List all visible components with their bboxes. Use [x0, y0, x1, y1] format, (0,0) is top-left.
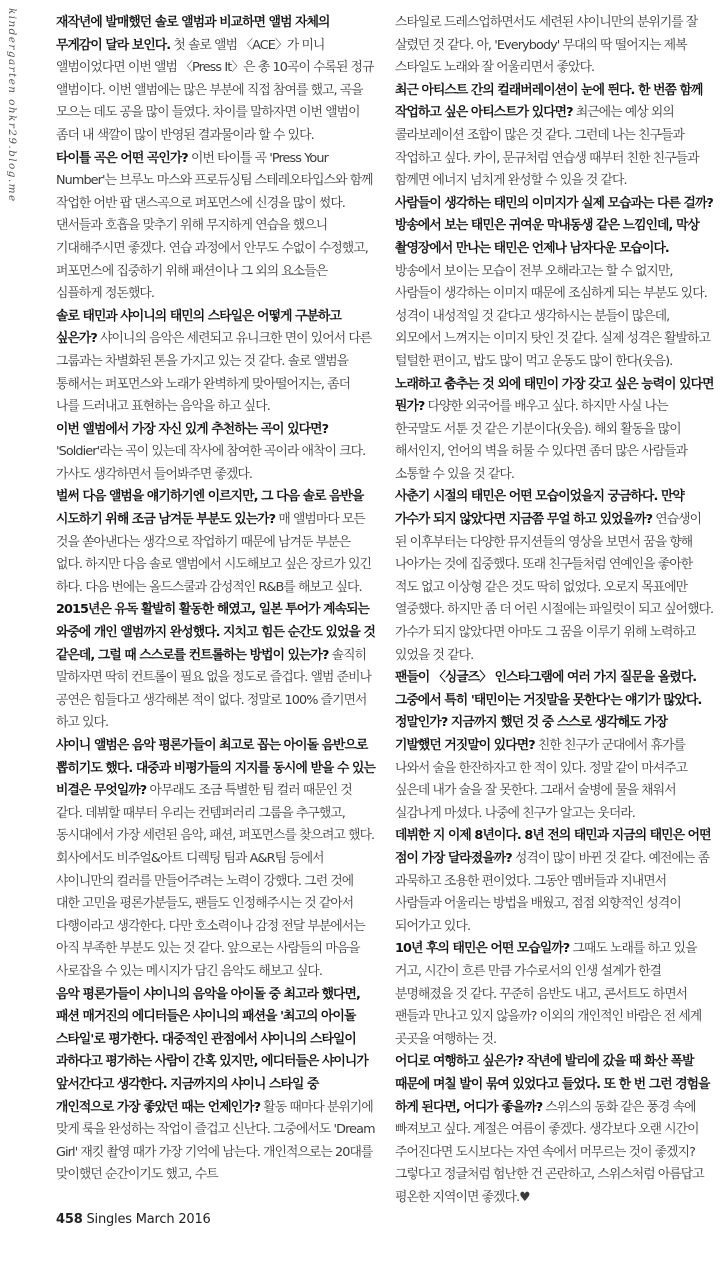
interview-question: 음악 평론가들이 샤이니의 음악을 아이돌 중 최고라 했다면, 패션 매거진의 에디터들은 샤이니의 패션을 '최고의 아이돌 스타일'로 평가한다. 대중적인 관점에서 샤이니의 스타일이 과하다고 평가하는 사람이 간혹 있지만, 에디터들은 샤이니가 앞서간다고 생각한다. 지금까지의 샤이니 스타일 중 개인적으로 가장 좋았던 때는 언제인가? [56, 986, 368, 1115]
interview-paragraph [395, 374, 715, 487]
interview-answer: 다양한 외국어를 배우고 싶다. 하지만 사실 나는 한국말도 서툰 것 같은 기분이다(웃음). 해외 활동을 많이 해서인지, 언어의 벽을 허물 수 있다면 좀더 많은 사람들과 소통할 수 있을 것 같다. [395, 399, 688, 482]
interview-question: 최근 아티스트 간의 컬래버레이션이 눈에 띈다. 한 번쯤 함께 작업하고 싶은 아티스트가 있다면? [395, 82, 703, 121]
interview-question: 노래하고 춤추는 것 외에 태민이 가장 갖고 싶은 능력이 있다면 뭔가? [395, 376, 714, 415]
interview-paragraph [395, 193, 715, 374]
interview-answer: 활동 때마다 분위기에 맞게 룩을 완성하는 작업이 즐겁고 신난다. 그중에서도 'Dream Girl' 재킷 촬영 때가 가장 기억에 남는다. 개인적으로는 20대를 맞이했던 순간이기도 했고, 수트 [56, 1099, 375, 1183]
interview-paragraph [395, 80, 715, 193]
interview-answer: 매 앨범마다 모든 것을 쏟아낸다는 생각으로 작업하기 때문에 남겨둔 부분은 없다. 하지만 다음 솔로 앨범에서 시도해보고 싶은 장르가 있긴 하다. 다음 번에는 올드스쿨과 감성적인 R&B를 해보고 싶다. [56, 512, 372, 595]
interview-answer: 솔직히 말하자면 딱히 컨트롤이 필요 없을 정도로 즐겁다. 앨범 준비나 공연은 힘들다고 생각해본 적이 없다. 정말로 100% 즐기면서 하고 있다. [56, 647, 372, 731]
interview-paragraph [395, 938, 715, 1051]
interview-paragraph [56, 306, 376, 419]
interview-question: 솔로 태민과 샤이니의 태민의 스타일은 어떻게 구분하고 싶은가? [56, 308, 341, 347]
interview-question: 2015년은 유독 활발히 활동한 해였고, 일본 투어가 계속되는 와중에 개인 앨범까지 완성했다. 지치고 힘든 순간도 있었을 것 같은데, 그럴 때 스스로를 컨트롤하는 방법이 있는가? [56, 602, 375, 663]
interview-paragraph [56, 984, 376, 1187]
right-column [395, 12, 715, 1209]
interview-paragraph [395, 667, 715, 825]
interview-answer: 'Soldier'라는 곡이 있는데 작사에 참여한 곡이라 애착이 크다. 가사도 생각하면서 들어봐주면 좋겠다. [56, 444, 366, 482]
interview-question: 팬들이 〈싱글즈〉 인스타그램에 여러 가지 질문을 올렸다. 그중에서 특히 '태민이는 거짓말을 못한다'는 얘기가 많았다. 정말인가? 지금까지 했던 것 중 스스로 생각해도 가장 기발했던 거짓말이 있다면? [395, 670, 702, 753]
interview-answer: 첫 솔로 앨범 〈ACE〉가 미니 앨범이었다면 이번 앨범 〈Press It〉은 총 10곡이 수록된 정규 앨범이다. 이번 앨범에는 많은 부분에 직접 참여를 했고, 곡을 모으는 데도 공을 많이 들였다. 차이를 말하자면 이번 앨범이 좀더 내 색깔이 많이 반영된 결과물이라 할 수 있다. [56, 37, 374, 143]
interview-question: 재작년에 발매했던 솔로 앨범과 비교하면 앨범 자체의 무게감이 달라 보인다. [56, 15, 330, 53]
interview-paragraph [395, 12, 715, 80]
left-column [56, 12, 376, 1187]
page-footer [56, 1212, 211, 1227]
interview-question: 어디로 여행하고 싶은가? 작년에 발리에 갔을 때 화산 폭발 때문에 며칠 발이 묶여 있었다고 들었다. 또 한 번 그런 경험을 하게 된다면, 어디가 좋을까? [395, 1054, 710, 1115]
interview-question: 타이틀 곡은 어떤 곡인가? [56, 150, 188, 166]
interview-paragraph [56, 12, 376, 148]
blog-watermark: kindergarten ohkr29.blog.me [6, 8, 18, 203]
interview-answer: 방송에서 보이는 모습이 전부 오해라고는 할 수 없지만, 사람들이 생각하는 이미지 때문에 조심하게 되는 부분도 있다. 성격이 내성적일 것 같다고 생각하시는 분들이 많은데, 외모에서 느껴지는 이미지 탓인 것 같다. 실제 성격은 활발하고 털털한 편이고, 밥도 많이 먹고 운동도 많이 한다(웃음). [395, 263, 711, 369]
interview-question: 사람들이 생각하는 태민의 이미지가 실제 모습과는 다른 걸까? 방송에서 보는 태민은 귀여운 막내동생 같은 느낌인데, 막상 촬영장에서 만나는 태민은 언제나 남자다운 모습이다. [395, 195, 713, 256]
interview-answer: 연습생이 된 이후부터는 다양한 뮤지션들의 영상을 보면서 꿈을 향해 나아가는 것에 집중했다. 또래 친구들처럼 연예인을 좋아한 적도 없고 이상형 같은 것도 딱히 없었다. 오로지 목표에만 열중했다. 하지만 좀 더 어린 시절에는 파일럿이 되고 싶어했다. 가수가 되지 않았다면 아마도 그 꿈을 이루기 위해 노력하고 있었을 것 같다. [395, 512, 714, 663]
interview-answer: 그때도 노래를 하고 있을 거고, 시간이 흐른 만큼 가수로서의 인생 설계가 한결 분명해졌을 것 같다. 꾸준히 음반도 내고, 콘서트도 하면서 팬들과 만나고 있지 않을까? 이외의 개인적인 바람은 전 세계 곳곳을 여행하는 것. [395, 941, 702, 1047]
interview-paragraph [56, 419, 376, 487]
interview-question: 데뷔한 지 이제 8년이다. 8년 전의 태민과 지금의 태민은 어떤 점이 가장 달라졌을까? [395, 828, 711, 866]
interview-paragraph [56, 735, 376, 984]
interview-paragraph [56, 599, 376, 735]
interview-answer: 스타일로 드레스업하면서도 세련된 샤이니만의 분위기를 잘 살렸던 것 같다. 아, 'Everybody' 무대의 딱 떨어지는 제복 스타일도 노래와 잘 어울리면서 좋았다. [395, 15, 698, 76]
interview-question: 10년 후의 태민은 어떤 모습일까? [395, 941, 570, 957]
interview-answer: 스위스의 동화 같은 풍경 속에 빠져보고 싶다. 계절은 여름이 좋겠다. 생각보다 오랜 시간이 주어진다면 도시보다는 자연 속에서 머무르는 것이 좋겠지? 그렇다고 정글처럼 험난한 건 곤란하고, 스위스처럼 아름답고 평온한 지역이면 좋겠다.♥ [395, 1099, 704, 1205]
interview-paragraph [56, 486, 376, 599]
interview-question: 샤이니 앨범은 음악 평론가들이 최고로 꼽는 아이돌 음반으로 뽑히기도 했다. 대중과 비평가들의 지지를 동시에 받을 수 있는 비결은 무엇일까? [56, 738, 375, 799]
interview-answer: 이번 타이틀 곡 'Press Your Number'는 브루노 마스와 프로듀싱팀 스테레오타입스와 함께 작업한 어반 팝 댄스곡으로 퍼포먼스에 신경을 많이 썼다. 댄서들과 호흡을 맞추기 위해 무지하게 연습을 했으니 기대해주시면 좋겠다. 연습 과정에서 안무도 수없이 수정했고, 퍼포먼스에 집중하기 위해 패션이나 그 외의 요소들은 심플하게 정돈했다. [56, 150, 373, 302]
interview-paragraph [395, 486, 715, 667]
interview-paragraph [56, 148, 376, 306]
interview-answer: 샤이니의 음악은 세련되고 유니크한 면이 있어서 다른 그룹과는 차별화된 톤을 가지고 있는 것 같다. 솔로 앨범을 통해서는 퍼포먼스와 노래가 완벽하게 맞아떨어지는, 좀더 나를 드러내고 표현하는 음악을 하고 싶다. [56, 331, 372, 415]
interview-answer: 아무래도 조금 특별한 팀 컬러 때문인 것 같다. 데뷔할 때부터 우리는 컨템퍼러리 그룹을 추구했고, 동시대에서 가장 세련된 음악, 패션, 퍼포먼스를 찾으려고 했다. 회사에서도 비주얼&아트 디렉팅 팀과 A&R팀 등에서 샤이니만의 컬러를 만들어주려는 노력이 강했다. 그런 것에 대한 고민을 평론가분들도, 팬들도 인정해주시는 것 같아서 다행이라고 생각한다. 다만 호소력이나 감정 전달 부분에서는 아직 부족한 부분도 있는 것 같다. 앞으로는 사람들의 마음을 사로잡을 수 있는 메시지가 담긴 음악도 해보고 싶다. [56, 783, 375, 979]
interview-question: 벌써 다음 앨범을 얘기하기엔 이르지만, 그 다음 솔로 음반을 시도하기 위해 조금 남겨둔 부분도 있는가? [56, 489, 364, 528]
magazine-issue: Singles March 2016 [86, 1212, 211, 1227]
interview-paragraph [395, 825, 715, 938]
interview-question: 사춘기 시절의 태민은 어떤 모습이었을지 궁금하다. 만약 가수가 되지 않았다면 지금쯤 무얼 하고 있었을까? [395, 489, 684, 528]
page-number: 458 [56, 1212, 83, 1227]
interview-answer: 최근에는 예상 외의 콜라보레이션 조합이 많은 것 같다. 그런데 나는 친구들과 작업하고 싶다. 카이, 문규처럼 연습생 때부터 친한 친구들과 함께면 에너지 넘치게 완성할 수 있을 것 같다. [395, 105, 699, 189]
interview-answer: 친한 친구가 군대에서 휴가를 나와서 술을 한잔하자고 한 적이 있다. 정말 같이 마셔주고 싶은데 내가 술을 잘 못한다. 그래서 술병에 물을 채워서 실감나게 마셨다. 나중에 친구가 알고는 웃더라. [395, 738, 688, 821]
interview-answer: 성격이 많이 바뀐 것 같다. 예전에는 좀 과묵하고 조용한 편이었다. 그동안 멤버들과 지내면서 사람들과 어울리는 방법을 배웠고, 점점 외향적인 성격이 되어가고 있다. [395, 850, 710, 934]
interview-question: 이번 앨범에서 가장 자신 있게 추천하는 곡이 있다면? [56, 421, 329, 437]
interview-paragraph [395, 1051, 715, 1209]
